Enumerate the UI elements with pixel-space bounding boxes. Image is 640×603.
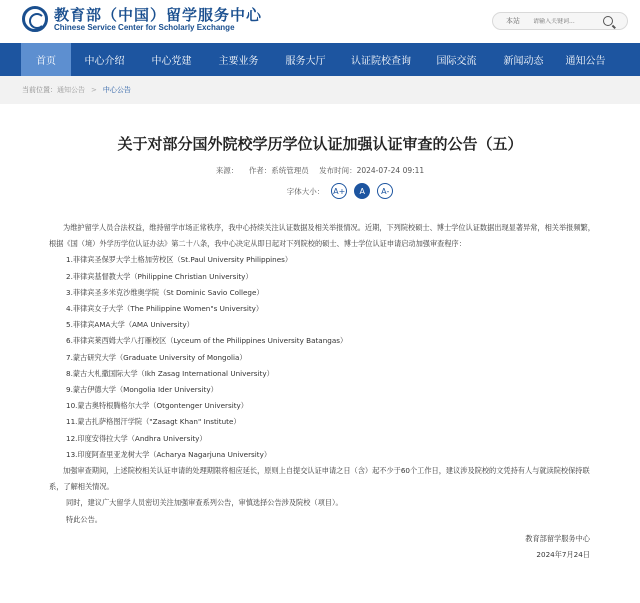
search-icon[interactable] bbox=[603, 16, 613, 26]
article-sign-date: 2024年7月24日 bbox=[536, 550, 590, 560]
list-item: 10.蒙古奥特根腾格尔大学（Otgontenger University） bbox=[66, 401, 248, 411]
site-header bbox=[0, 0, 640, 43]
search-scope-label[interactable]: 本站 bbox=[506, 17, 520, 25]
list-item: 5.菲律宾AMA大学（AMA University） bbox=[66, 320, 194, 330]
logo-title-en: Chinese Service Center for Scholarly Exchange bbox=[54, 22, 235, 32]
list-item: 2.菲律宾基督教大学（Philippine Christian University） bbox=[66, 271, 253, 281]
nav-item-news[interactable]: 新闻动态 bbox=[503, 56, 544, 67]
font-default-button[interactable]: A bbox=[354, 183, 370, 199]
list-item: 1.菲律宾圣保罗大学土格加劳校区（St.Paul University Philippines） bbox=[66, 255, 293, 265]
list-item: 12.印度安得拉大学（Andhra University） bbox=[66, 433, 207, 443]
nav-item-party[interactable]: 中心党建 bbox=[151, 56, 192, 67]
article-signer: 教育部留学服务中心 bbox=[525, 533, 590, 543]
breadcrumb-link-center-notices[interactable]: 中心公告 bbox=[102, 86, 131, 94]
article-body bbox=[0, 220, 640, 563]
breadcrumb-separator-icon: > bbox=[91, 86, 97, 94]
site-logo[interactable] bbox=[22, 6, 262, 32]
list-item: 11.蒙古扎萨格图汗学院（"Zasagt Khan" Institute） bbox=[66, 417, 241, 427]
list-item: 8.蒙古大札撒国际大学（Ikh Zasag International University） bbox=[66, 368, 274, 378]
nav-item-school-query[interactable]: 认证院校查询 bbox=[351, 56, 411, 67]
nav-item-home[interactable]: 首页 bbox=[21, 43, 71, 76]
list-item: 7.蒙古研究大学（Graduate University of Mongolia） bbox=[66, 352, 247, 362]
nav-item-service-hall[interactable]: 服务大厅 bbox=[285, 56, 326, 67]
main-nav bbox=[0, 43, 640, 76]
font-increase-button[interactable]: A+ bbox=[331, 183, 347, 199]
nav-item-business[interactable]: 主要业务 bbox=[218, 56, 259, 67]
list-item: 3.菲律宾圣多米克沙维奥学院（St Dominic Savio College） bbox=[66, 287, 264, 297]
logo-title-cn: 教育部（中国）留学服务中心 bbox=[54, 5, 263, 24]
breadcrumb bbox=[0, 76, 640, 104]
search-box bbox=[492, 12, 628, 30]
search-input[interactable] bbox=[533, 18, 597, 25]
article-meta bbox=[0, 165, 640, 176]
font-decrease-button[interactable]: A- bbox=[377, 183, 393, 199]
list-item: 6.菲律宾莱西姆大学八打雁校区（Lyceum of the Philippines University Batangas） bbox=[66, 336, 348, 346]
article-paragraph-review-period: 加强审查期间，上述院校相关认证申请的处理期限将相应延长，原则上自提交认证申请之日（含）起不少于60个工作日，建议涉及院校的文凭持有人与就读院校保持联系，了解相关情况。 bbox=[49, 466, 590, 492]
article-publish-time: 发布时间：2024-07-24 09:11 bbox=[319, 166, 425, 175]
font-size-controls bbox=[0, 183, 640, 199]
article-author: 作者：系统管理员 bbox=[248, 166, 309, 175]
list-item: 13.印度阿查里亚龙树大学（Acharya Nagarjuna University） bbox=[66, 449, 272, 459]
nav-item-international[interactable]: 国际交流 bbox=[436, 56, 477, 67]
article-source: 来源： bbox=[215, 166, 239, 175]
nav-item-notices[interactable]: 通知公告 bbox=[565, 56, 606, 67]
article-paragraph-advice: 同时，建议广大留学人员密切关注加强审查系列公告，审慎选择公告涉及院校（项目）。 bbox=[66, 498, 343, 508]
page-title: 关于对部分国外院校学历学位认证加强认证审查的公告（五） bbox=[117, 135, 523, 153]
breadcrumb-prefix: 当前位置： bbox=[22, 86, 57, 94]
nav-item-about[interactable]: 中心介绍 bbox=[84, 56, 125, 67]
article-paragraph-closing: 特此公告。 bbox=[66, 514, 102, 524]
article-intro: 为维护留学人员合法权益，维持留学市场正常秩序，我中心持续关注认证数据及相关举报情况。近期，下列院校硕士、博士学位认证数据出现显著异常，相关举报频繁，根据《国（境）外学历学位认证办法》第二十八条，我中心决定从即日起对下列院校的硕士、博士学位认证申请启动加强审查程序： bbox=[49, 223, 595, 249]
logo-emblem-icon bbox=[22, 6, 48, 32]
list-item: 4.菲律宾女子大学（The Philippine Women"s University） bbox=[66, 304, 264, 314]
font-size-label: 字体大小： bbox=[286, 186, 325, 196]
list-item: 9.蒙古伊德大学（Mongolia Ider University） bbox=[66, 385, 218, 395]
breadcrumb-link-notices[interactable]: 通知公告 bbox=[57, 86, 85, 94]
